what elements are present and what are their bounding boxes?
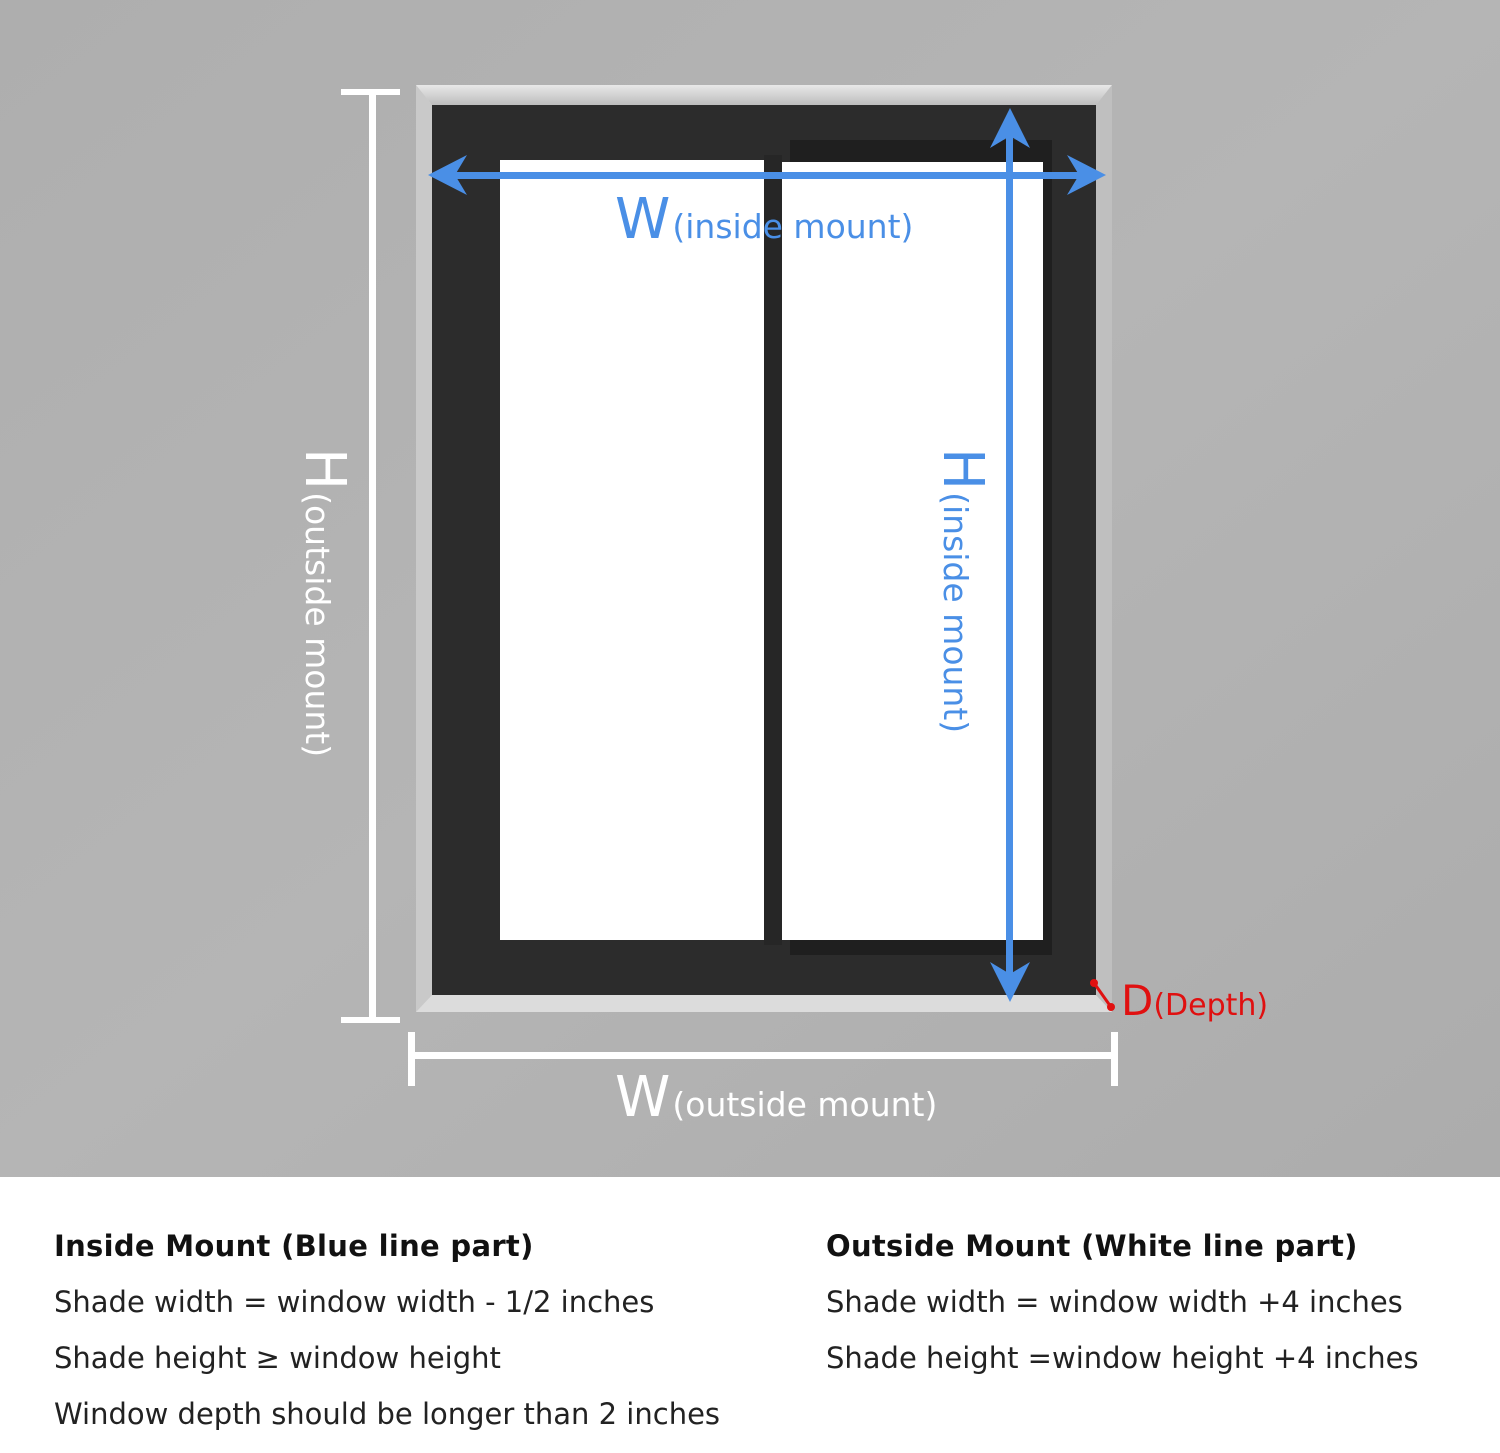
inside-mount-line: Shade width = window width - 1/2 inches	[54, 1285, 655, 1319]
mullion	[764, 155, 782, 945]
right-glass-pane	[782, 162, 1043, 940]
inside-width-label: W(inside mount)	[615, 187, 914, 252]
outside-mount-line: Shade width = window width +4 inches	[826, 1285, 1403, 1319]
left-glass-pane	[500, 160, 764, 940]
measurement-instructions	[0, 1177, 1500, 1438]
inside-mount-section	[54, 1229, 720, 1453]
outside-height-label: H(outside mount)	[292, 448, 357, 758]
inside-mount-line: Shade height ≥ window height	[54, 1341, 501, 1375]
outside-width-label: W(outside mount)	[615, 1065, 938, 1130]
depth-label: D(Depth)	[1121, 976, 1269, 1025]
outside-mount-section	[826, 1229, 1419, 1397]
inside-mount-heading: Inside Mount (Blue line part)	[54, 1229, 534, 1263]
outside-mount-heading: Outside Mount (White line part)	[826, 1229, 1358, 1263]
inside-height-label: H(inside mount)	[930, 448, 995, 734]
inside-mount-line: Window depth should be longer than 2 inches	[54, 1397, 721, 1431]
outside-mount-line: Shade height =window height +4 inches	[826, 1341, 1419, 1375]
